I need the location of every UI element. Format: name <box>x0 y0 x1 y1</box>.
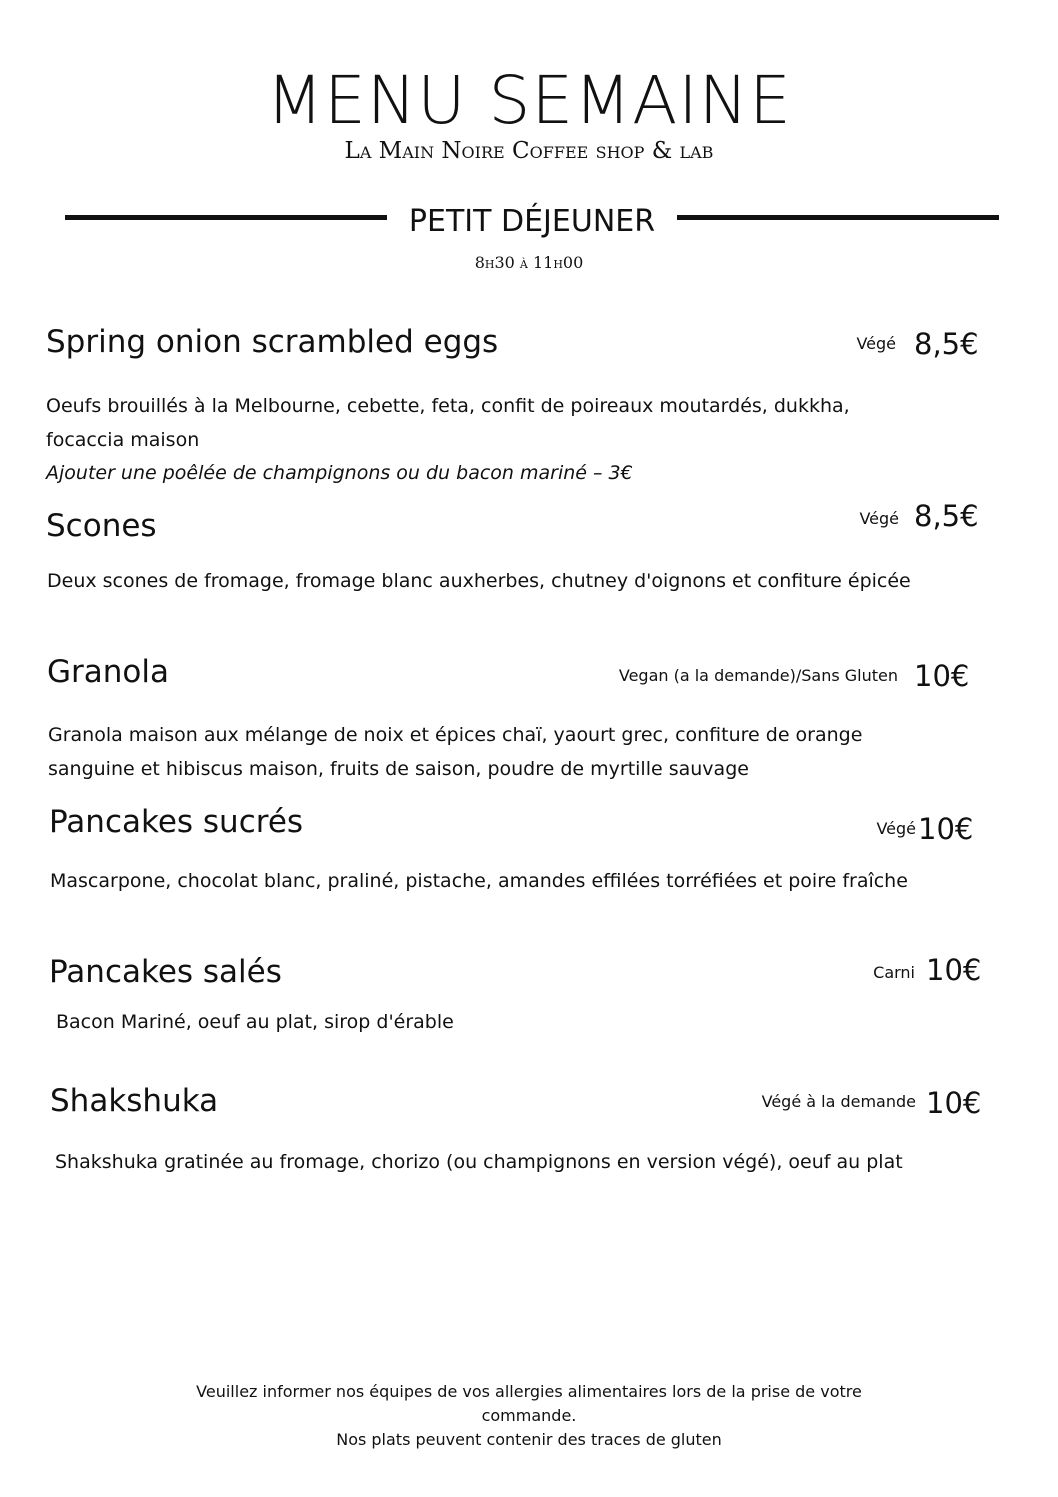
menu-item-extra: Ajouter une poêlée de champignons ou du bacon mariné – 3€ <box>46 462 633 484</box>
menu-item-description: Oeufs brouillés à la Melbourne, cebette, feta, confit de poireaux moutardés, dukkha, focaccia maison <box>46 395 850 451</box>
menu-item-tag: Végé <box>859 509 899 528</box>
menu-item-price: 8,5€ <box>914 499 979 533</box>
gluten-notice-line: Nos plats peuvent contenir des traces de gluten <box>336 1430 722 1449</box>
menu-item-description: Deux scones de fromage, fromage blanc auxherbes, chutney d'oignons et confiture épicée <box>47 570 911 592</box>
menu-item-description: Mascarpone, chocolat blanc, praliné, pistache, amandes effilées torréfiées et poire fraîche <box>50 870 908 892</box>
menu-item-tag: Végé <box>856 334 896 353</box>
section-hours: 8h30 à 11h00 <box>474 253 584 272</box>
menu-item-name: Shakshuka <box>50 1083 219 1119</box>
menu-item-name: Pancakes salés <box>49 954 282 990</box>
menu-item-name: Granola <box>47 654 169 690</box>
menu-item-tag: Carni <box>873 963 915 982</box>
menu-item-tag: Végé <box>876 819 916 838</box>
menu-item-price: 10€ <box>926 953 982 987</box>
menu-title: MENU SEMAINE <box>266 62 792 139</box>
section-title: PETIT DÉJEUNER <box>408 204 656 239</box>
menu-item-price: 8,5€ <box>914 327 979 361</box>
menu-item-name: Scones <box>46 508 157 544</box>
section-rule-right <box>677 215 999 220</box>
menu-item-tag: Vegan (a la demande)/Sans Gluten <box>618 666 898 685</box>
menu-item-price: 10€ <box>918 812 974 846</box>
menu-item-price: 10€ <box>914 659 970 693</box>
allergy-notice <box>0 1380 1058 1452</box>
menu-item-name: Pancakes sucrés <box>49 804 304 840</box>
menu-item-price: 10€ <box>926 1086 982 1120</box>
section-rule-left <box>65 215 387 220</box>
menu-item-name: Spring onion scrambled eggs <box>46 324 499 360</box>
shop-subtitle: La Main Noire Coffee shop & lab <box>344 138 714 164</box>
allergy-notice-line: Veuillez informer nos équipes de vos allergies alimentaires lors de la prise de votre commande. <box>196 1382 862 1425</box>
menu-item-description: Granola maison aux mélange de noix et épices chaï, yaourt grec, confiture de orange sanguine et hibiscus maison, fruits de saison, poudre de myrtille sauvage <box>48 724 863 780</box>
menu-item-description: Bacon Mariné, oeuf au plat, sirop d'érable <box>56 1011 454 1033</box>
menu-item-description: Shakshuka gratinée au fromage, chorizo (ou champignons en version végé), oeuf au plat <box>55 1151 903 1173</box>
menu-item-tag: Végé à la demande <box>761 1092 916 1111</box>
